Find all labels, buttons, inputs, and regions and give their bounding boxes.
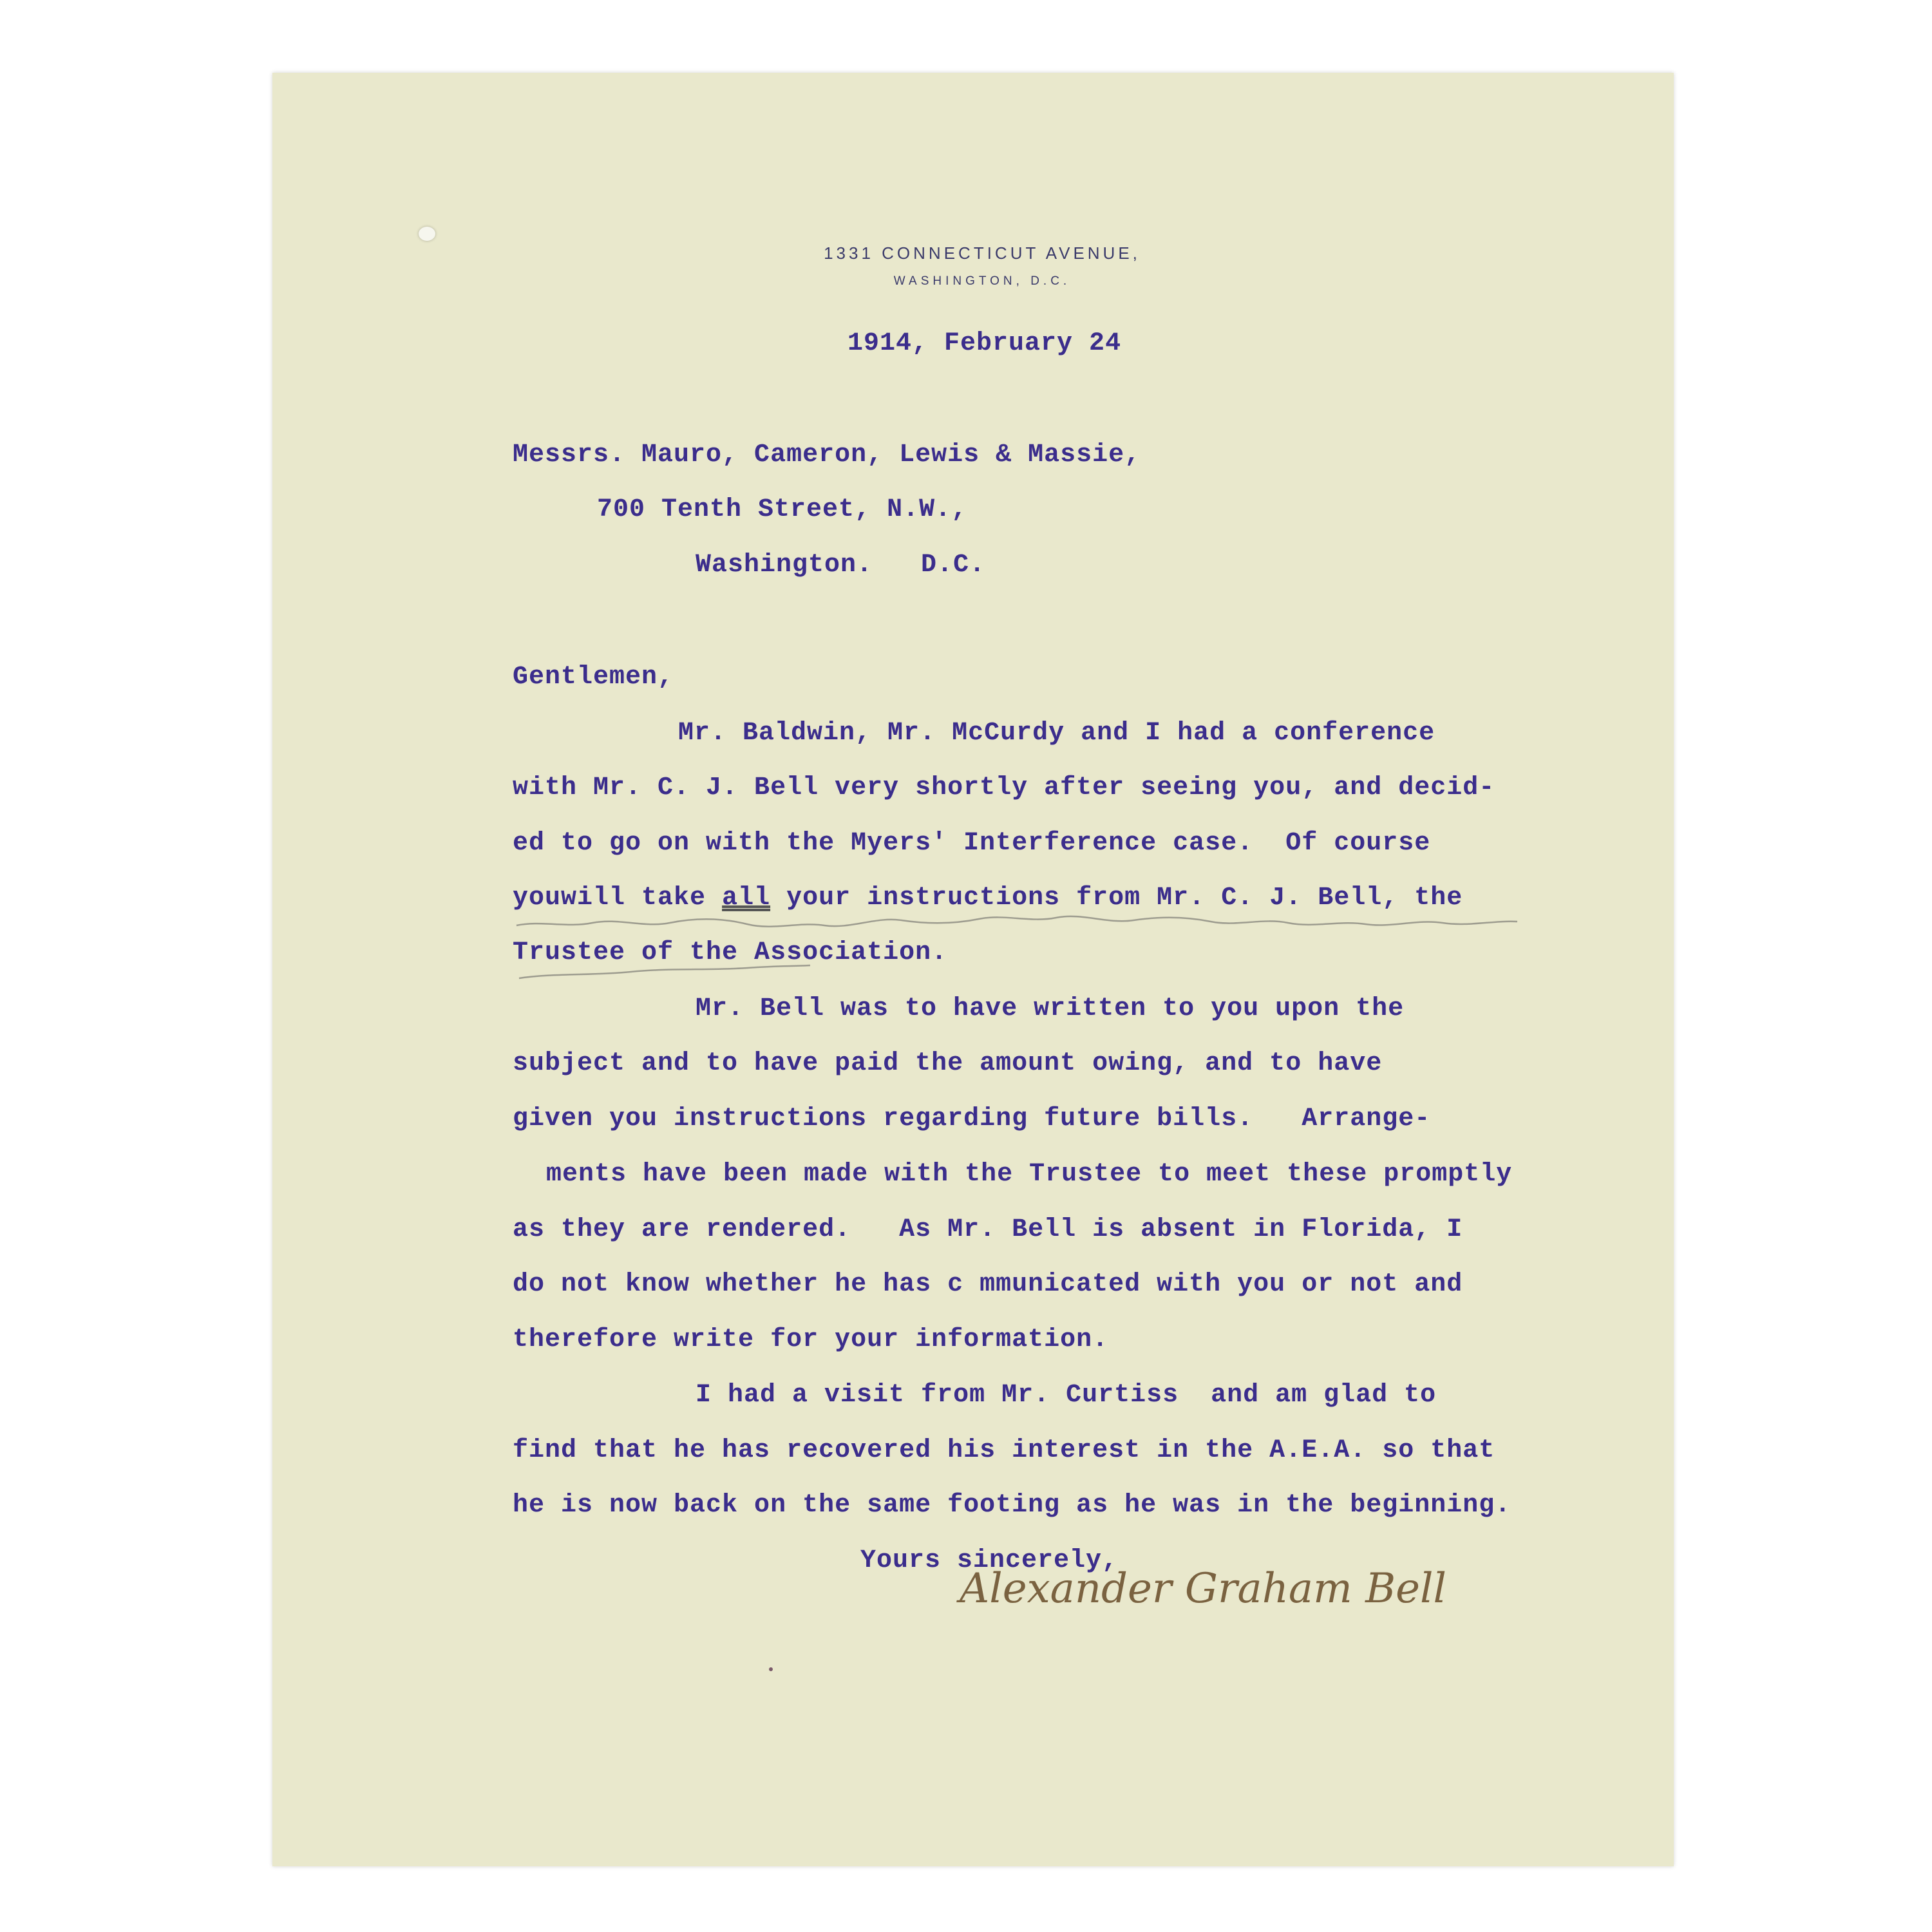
letter-date: 1914, February 24	[848, 329, 1122, 358]
body-line: find that he has recovered his interest in the A.E.A. so that	[513, 1436, 1495, 1465]
letterhead-address: 1331 CONNECTICUT AVENUE,	[824, 243, 1141, 263]
body-line: Mr. Baldwin, Mr. McCurdy and I had a conference	[678, 719, 1435, 748]
handwritten-signature	[960, 1565, 1446, 1642]
closing: Yours sincerely,	[860, 1546, 1119, 1575]
salutation: Gentlemen,	[513, 663, 674, 692]
body-line: therefore write for your information.	[513, 1325, 1109, 1354]
body-line: subject and to have paid the amount owing, and to have	[513, 1049, 1383, 1078]
letterhead-city: WASHINGTON, D.C.	[893, 274, 1071, 288]
recipient-street: 700 Tenth Street, N.W.,	[597, 495, 968, 524]
body-line: I had a visit from Mr. Curtiss and am glad to	[696, 1381, 1437, 1410]
recipient-name: Messrs. Mauro, Cameron, Lewis & Massie,	[513, 440, 1141, 469]
ink-speck	[769, 1667, 773, 1671]
body-line: ments have been made with the Trustee to meet these promptly	[546, 1160, 1513, 1189]
body-line: with Mr. C. J. Bell very shortly after seeing you, and decid-	[513, 773, 1495, 802]
body-text: your instructions from Mr. C. J. Bell, the	[770, 884, 1463, 913]
signature-text: Alexander Graham Bell	[960, 1565, 1446, 1613]
recipient-city: Washington. D.C.	[696, 551, 986, 580]
body-line: as they are rendered. As Mr. Bell is absent in Florida, I	[513, 1215, 1463, 1244]
body-line: Mr. Bell was to have written to you upon the	[696, 994, 1405, 1023]
body-line: given you instructions regarding future bills. Arrange-	[513, 1104, 1431, 1133]
body-line: he is now back on the same footing as he was in the beginning.	[513, 1491, 1511, 1520]
body-line: Trustee of the Association.	[513, 938, 948, 967]
emphasized-word: all	[722, 884, 771, 913]
body-line: ed to go on with the Myers' Interference case. Of course	[513, 829, 1431, 858]
body-line: do not know whether he has c mmunicated with you or not and	[513, 1270, 1463, 1299]
paper-hole	[419, 227, 435, 241]
body-text: youwill take	[513, 884, 723, 913]
pencil-underline-mark	[515, 892, 1520, 982]
